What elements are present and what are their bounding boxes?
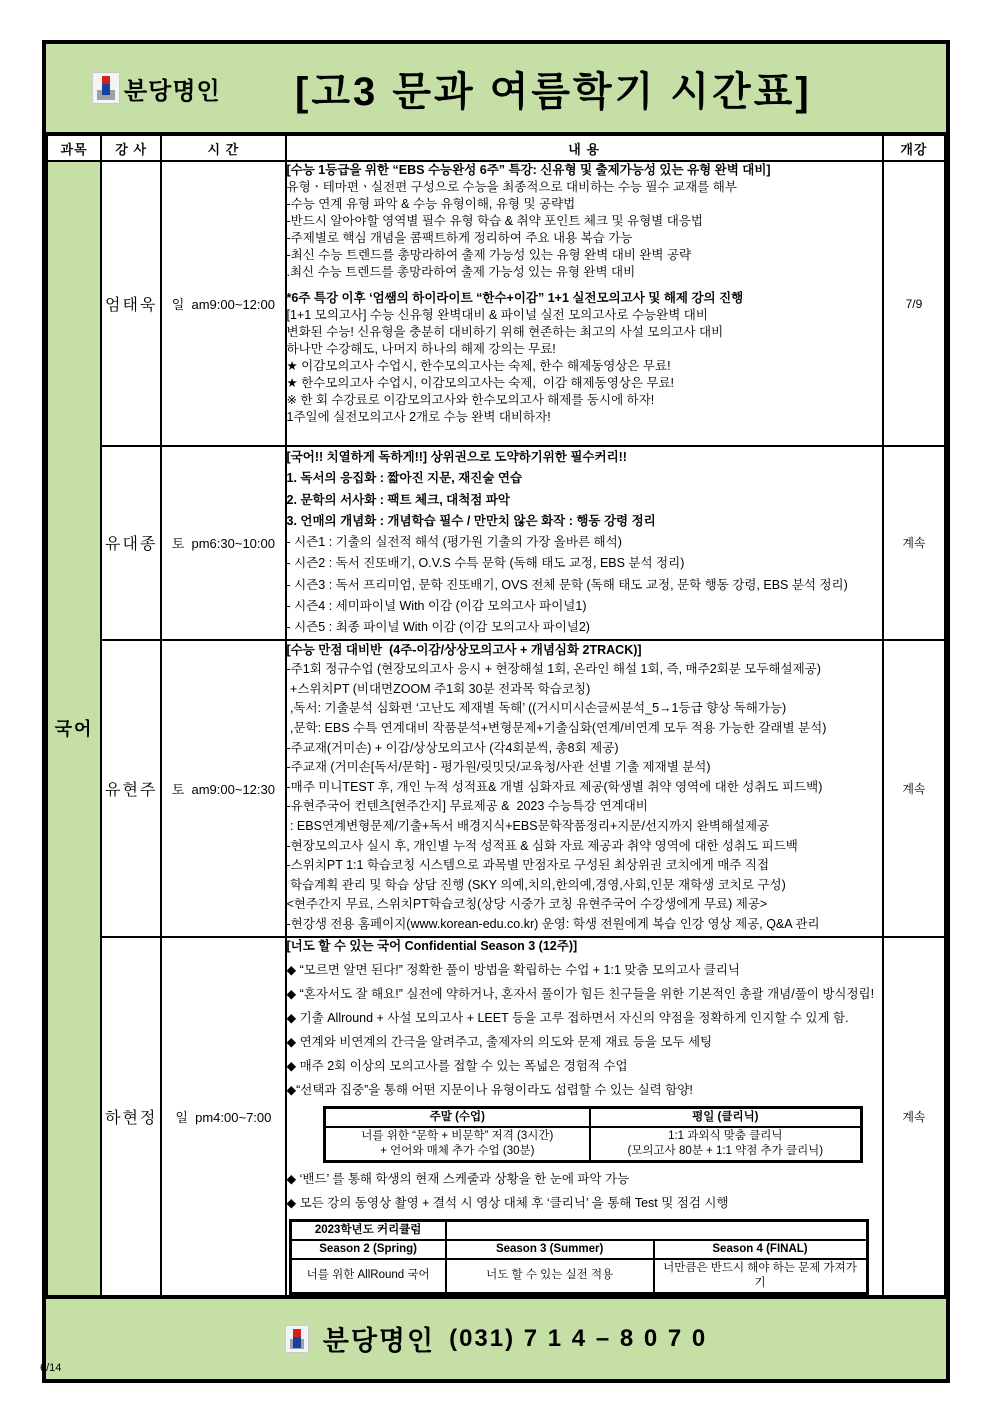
content-line: ◆ 매주 2회 이상의 모의고사를 접할 수 있는 폭넓은 경험적 수업 <box>286 1058 628 1073</box>
content-line: - 시즌5 : 최종 파이널 With 이감 (이감 모의고사 파이널2) <box>286 620 590 635</box>
content-line: -매주 미니TEST 후, 개인 누적 성적표& 개별 심화자료 제공(학생별 취약 영역에 대한 성취도 피드백) <box>286 779 823 794</box>
content-line: -수능 연계 유형 파악 & 수능 유형이해, 유형 및 공략법 <box>286 197 576 211</box>
content-line: ,문학: EBS 수특 연계대비 작품분석+변형문제+기출심화(연계/비연계 모두 적용 가능한 갈래별 분석) <box>286 721 827 736</box>
schedule-cell-line: (모의고사 80분 + 1:1 약점 추가 클리닉) <box>627 1144 824 1157</box>
content-line: [너도 할 수 있는 국어 Confidential Season 3 (12주)] <box>286 938 578 953</box>
start-date: 계속 <box>883 937 945 1296</box>
column-header-content: 내 용 <box>286 135 883 161</box>
content-line: <현주간지 무료, 스위치PT학습코칭(상당 시중가 코칭 유현주국어 수강생에게 무료) 제공> <box>286 897 768 912</box>
schedule-header-cell: 주말 (수업) <box>324 1107 590 1127</box>
content-line: - 시즌4 : 세미파이널 With 이감 (이감 모의고사 파이널1) <box>286 599 587 614</box>
table-row <box>47 640 945 937</box>
column-header-row <box>47 135 945 161</box>
column-header-start: 개강 <box>883 135 945 161</box>
content-gap <box>287 281 882 290</box>
start-date: 계속 <box>883 446 945 640</box>
teacher-name: 엄태욱 <box>101 161 161 446</box>
schedule-body-cell <box>590 1127 861 1162</box>
content-line: -최신 수능 트렌드를 총망라하여 출제 가능성 있는 유형 완벽 대비 완벽 공략 <box>286 248 692 262</box>
bundang-myeongin-logo-icon <box>92 72 120 104</box>
content-line: *6주 특강 이후 ‘엄쌤의 하이라이트 “한수+이감” 1+1 실전모의고사 및 해제 강의 진행 <box>286 291 744 305</box>
teacher-name: 유현주 <box>101 640 161 937</box>
table-row <box>47 446 945 640</box>
start-date: 계속 <box>883 640 945 937</box>
class-time: 일 am9:00~12:00 <box>161 161 285 446</box>
weekend-weekday-schedule-table <box>323 1106 863 1163</box>
content-line: -주교재 (거미손[독서/문학] - 평가원/릿밋딧/교육청/사관 선별 기출 제재별 분석) <box>286 760 711 775</box>
footer-phone-number: (031) 7 1 4 – 8 0 7 0 <box>449 1324 708 1352</box>
content-line: -현강생 전용 홈페이지(www.korean-edu.co.kr) 운영: 학생 전원에게 복습 인강 영상 제공, Q&A 관리 <box>286 916 820 931</box>
column-header-teacher: 강 사 <box>101 135 161 161</box>
teacher-name: 유대종 <box>101 446 161 640</box>
brand-name: 분당명인 <box>124 77 221 105</box>
schedule-cell-line: + 언어와 매체 추가 수업 (30분) <box>380 1144 535 1157</box>
content-line: [1+1 모의고사] 수능 신유형 완벽대비 & 파이널 실전 모의고사로 수능완벽 대비 <box>286 308 708 322</box>
content-line: ◆ “모르면 알면 된다!” 정확한 풀이 방법을 확립하는 수업 + 1:1 맞춤 모의고사 클리닉 <box>286 962 740 977</box>
content-line: : EBS연계변형문제/기출+독서 배경지식+EBS문학작품정리+지문/선지까지 완벽해설제공 <box>286 819 770 834</box>
content-line: ◆ 기출 Allround + 사설 모의고사 + LEET 등을 고루 접하면서 자신의 약점을 정확하게 인지할 수 있게 함. <box>286 1010 849 1025</box>
content-line: 학습계획 관리 및 학습 상담 진행 (SKY 의예,치의,한의예,경영,사회,인문 재학생 코치로 구성) <box>286 877 786 892</box>
content-line: 하나만 수강해도, 나머지 하나의 해제 강의는 무료! <box>286 342 556 356</box>
page-number: 6/14 <box>40 1362 62 1374</box>
curriculum-body-cell: 너만큼은 반드시 해야 하는 문제 가져가기 <box>654 1259 868 1294</box>
start-date: 7/9 <box>883 161 945 446</box>
content-line: 유형ㆍ테마편ㆍ실전편 구성으로 수능을 최종적으로 대비하는 수능 필수 교재를 해부 <box>286 180 737 194</box>
curriculum-header-cell: Season 4 (FINAL) <box>654 1240 868 1259</box>
content-cell <box>286 161 883 446</box>
schedule-body-cell <box>324 1127 590 1162</box>
column-header-subject: 과목 <box>47 135 101 161</box>
column-header-time: 시 간 <box>161 135 285 161</box>
content-line: ◆ ‘밴드’ 를 통해 학생의 현재 스케줄과 상황을 한 눈에 파악 가능 <box>286 1171 630 1186</box>
table-row <box>47 937 945 1296</box>
curriculum-caption-row <box>290 1220 867 1240</box>
footer-brand-name: 분당명인 <box>322 1326 436 1357</box>
content-line: - 시즌3 : 독서 프리미엄, 문학 진또배기, OVS 전체 문학 (독해 태도 교정, 문학 행동 강령, EBS 분석 정리) <box>286 577 848 592</box>
content-line: ,독서: 기출분석 심화편 ‘고난도 제재별 독해’ ((거시미시손글씨분석_5→1등급 향상 독해가능) <box>286 701 787 716</box>
table-row <box>47 161 945 446</box>
curriculum-header-cell: Season 2 (Spring) <box>290 1240 446 1259</box>
content-line: ※ 한 회 수강료로 이감모의고사와 한수모의고사 해제를 동시에 하자! <box>286 393 655 407</box>
schedule-header-row <box>324 1107 861 1127</box>
content-line: - 시즌2 : 독서 진또배기, O.V.S 수특 문학 (독해 태도 교정, EBS 분석 정리) <box>286 556 685 571</box>
curriculum-empty-cell <box>446 1220 867 1240</box>
curriculum-body-cell: 너를 위한 AllRound 국어 <box>290 1259 446 1294</box>
content-line: 2. 문학의 서사화 : 팩트 체크, 대척점 파악 <box>286 492 510 507</box>
content-line: -반드시 알아야할 영역별 필수 유형 학습 & 취약 포인트 체크 및 유형별 대응법 <box>286 214 703 228</box>
content-line: 1주일에 실전모의고사 2개로 수능 완벽 대비하자! <box>286 410 551 424</box>
content-cell <box>286 640 883 937</box>
curriculum-body-row <box>290 1259 867 1294</box>
timetable-outer-frame <box>42 40 950 1383</box>
content-line: 변화된 수능! 신유형을 충분히 대비하기 위해 현존하는 최고의 사설 모의고사 대비 <box>286 325 724 339</box>
content-line: -주제별로 핵심 개념을 콤팩트하게 정리하여 주요 내용 복습 가능 <box>286 231 633 245</box>
schedule-body-row <box>324 1127 861 1162</box>
curriculum-header-row <box>290 1240 867 1259</box>
footer-band <box>46 1297 946 1379</box>
curriculum-caption-cell: 2023학년도 커리큘럼 <box>290 1220 446 1240</box>
content-line: ◆ “혼자서도 잘 해요!” 실전에 약하거나, 혼자서 풀이가 힘든 친구들을 위한 기본적인 총괄 개념/풀이 방식정립! <box>286 986 875 1001</box>
class-time: 토 pm6:30~10:00 <box>161 446 285 640</box>
curriculum-header-cell: Season 3 (Summer) <box>446 1240 654 1259</box>
content-line: -현장모의고사 실시 후, 개인별 누적 성적표 & 심화 자료 제공과 취약 영역에 대한 성취도 피드백 <box>286 838 798 853</box>
content-line: [수능 1등급을 위한 “EBS 수능완성 6주” 특강: 신유형 및 출제가능성 있는 유형 완벽 대비] <box>286 163 771 177</box>
content-cell <box>286 937 883 1296</box>
content-line: -주교재(거미손) + 이감/상상모의고사 (각4회분씩, 총8회 제공) <box>286 740 619 755</box>
content-line: -스위치PT 1:1 학습코칭 시스템으로 과목별 만점자로 구성된 최상위권 코치에게 매주 직접 <box>286 858 770 873</box>
schedule-cell-line: 1:1 과외식 맞춤 클리닉 <box>668 1129 783 1142</box>
content-line: +스위치PT (비대면ZOOM 주1회 30분 전과목 학습코칭) <box>286 681 591 696</box>
curriculum-body-cell: 너도 할 수 있는 실전 적용 <box>446 1259 654 1294</box>
content-line: - 시즌1 : 기출의 실전적 해석 (평가원 기출의 가장 올바른 해석) <box>286 535 622 550</box>
schedule-header-cell: 평일 (클리닉) <box>590 1107 861 1127</box>
logo-brush-shape <box>102 76 110 95</box>
content-line: ★ 한수모의고사 수업시, 이감모의고사는 숙제, 이감 해제동영상은 무료! <box>286 376 675 390</box>
content-line: [국어!! 치열하게 독하게!!] 상위권으로 도약하기위한 필수커리!! <box>286 450 627 464</box>
content-line: -주1회 정규수업 (현장모의고사 응시 + 현장해설 1회, 온라인 해설 1회, 즉, 매주2회분 모두해설제공) <box>286 662 821 677</box>
bundang-myeongin-logo-icon <box>285 1325 309 1353</box>
content-line: -유현주국어 컨텐츠[현주간지] 무료제공 & 2023 수능특강 연계대비 <box>286 799 648 814</box>
content-line: 3. 언매의 개념화 : 개념학습 필수 / 만만치 않은 화작 : 행동 강령 정리 <box>286 513 656 528</box>
class-time: 일 pm4:00~7:00 <box>161 937 285 1296</box>
page-title: [고3 문과 여름학기 시간표] <box>295 69 812 114</box>
brand <box>92 71 221 106</box>
content-line: 1. 독서의 응집화 : 짧아진 지문, 재진술 연습 <box>286 471 523 486</box>
content-line: ◆ 연계와 비연계의 간극을 알려주고, 출제자의 의도와 문제 재료 등을 모두 세팅 <box>286 1034 713 1049</box>
content-cell <box>286 446 883 640</box>
subject-cell: 국어 <box>47 161 101 1296</box>
title-band <box>46 44 946 134</box>
timetable <box>46 134 946 1297</box>
content-line: ★ 이감모의고사 수업시, 한수모의고사는 숙제, 한수 해제동영상은 무료! <box>286 359 671 373</box>
teacher-name: 하현정 <box>101 937 161 1296</box>
curriculum-table <box>289 1219 869 1295</box>
content-line: [수능 만점 대비반 (4주-이감/상상모의고사 + 개념심화 2TRACK)] <box>286 642 642 657</box>
content-line: ◆ 모든 강의 동영상 촬영 + 결석 시 영상 대체 후 ‘클리닉’ 을 통해 Test 및 점검 시행 <box>286 1195 729 1210</box>
class-time: 토 am9:00~12:30 <box>161 640 285 937</box>
content-line: .최신 수능 트렌드를 총망라하여 출제 가능성 있는 유형 완벽 대비 <box>286 265 636 279</box>
logo-brush-shape <box>293 1329 301 1348</box>
content-line: ◆“선택과 집중”을 통해 어떤 지문이나 유형이라도 섭렵할 수 있는 실력 함양! <box>286 1082 693 1097</box>
schedule-cell-line: 너를 위한 “문학 + 비문학” 저격 (3시간) <box>361 1129 554 1142</box>
